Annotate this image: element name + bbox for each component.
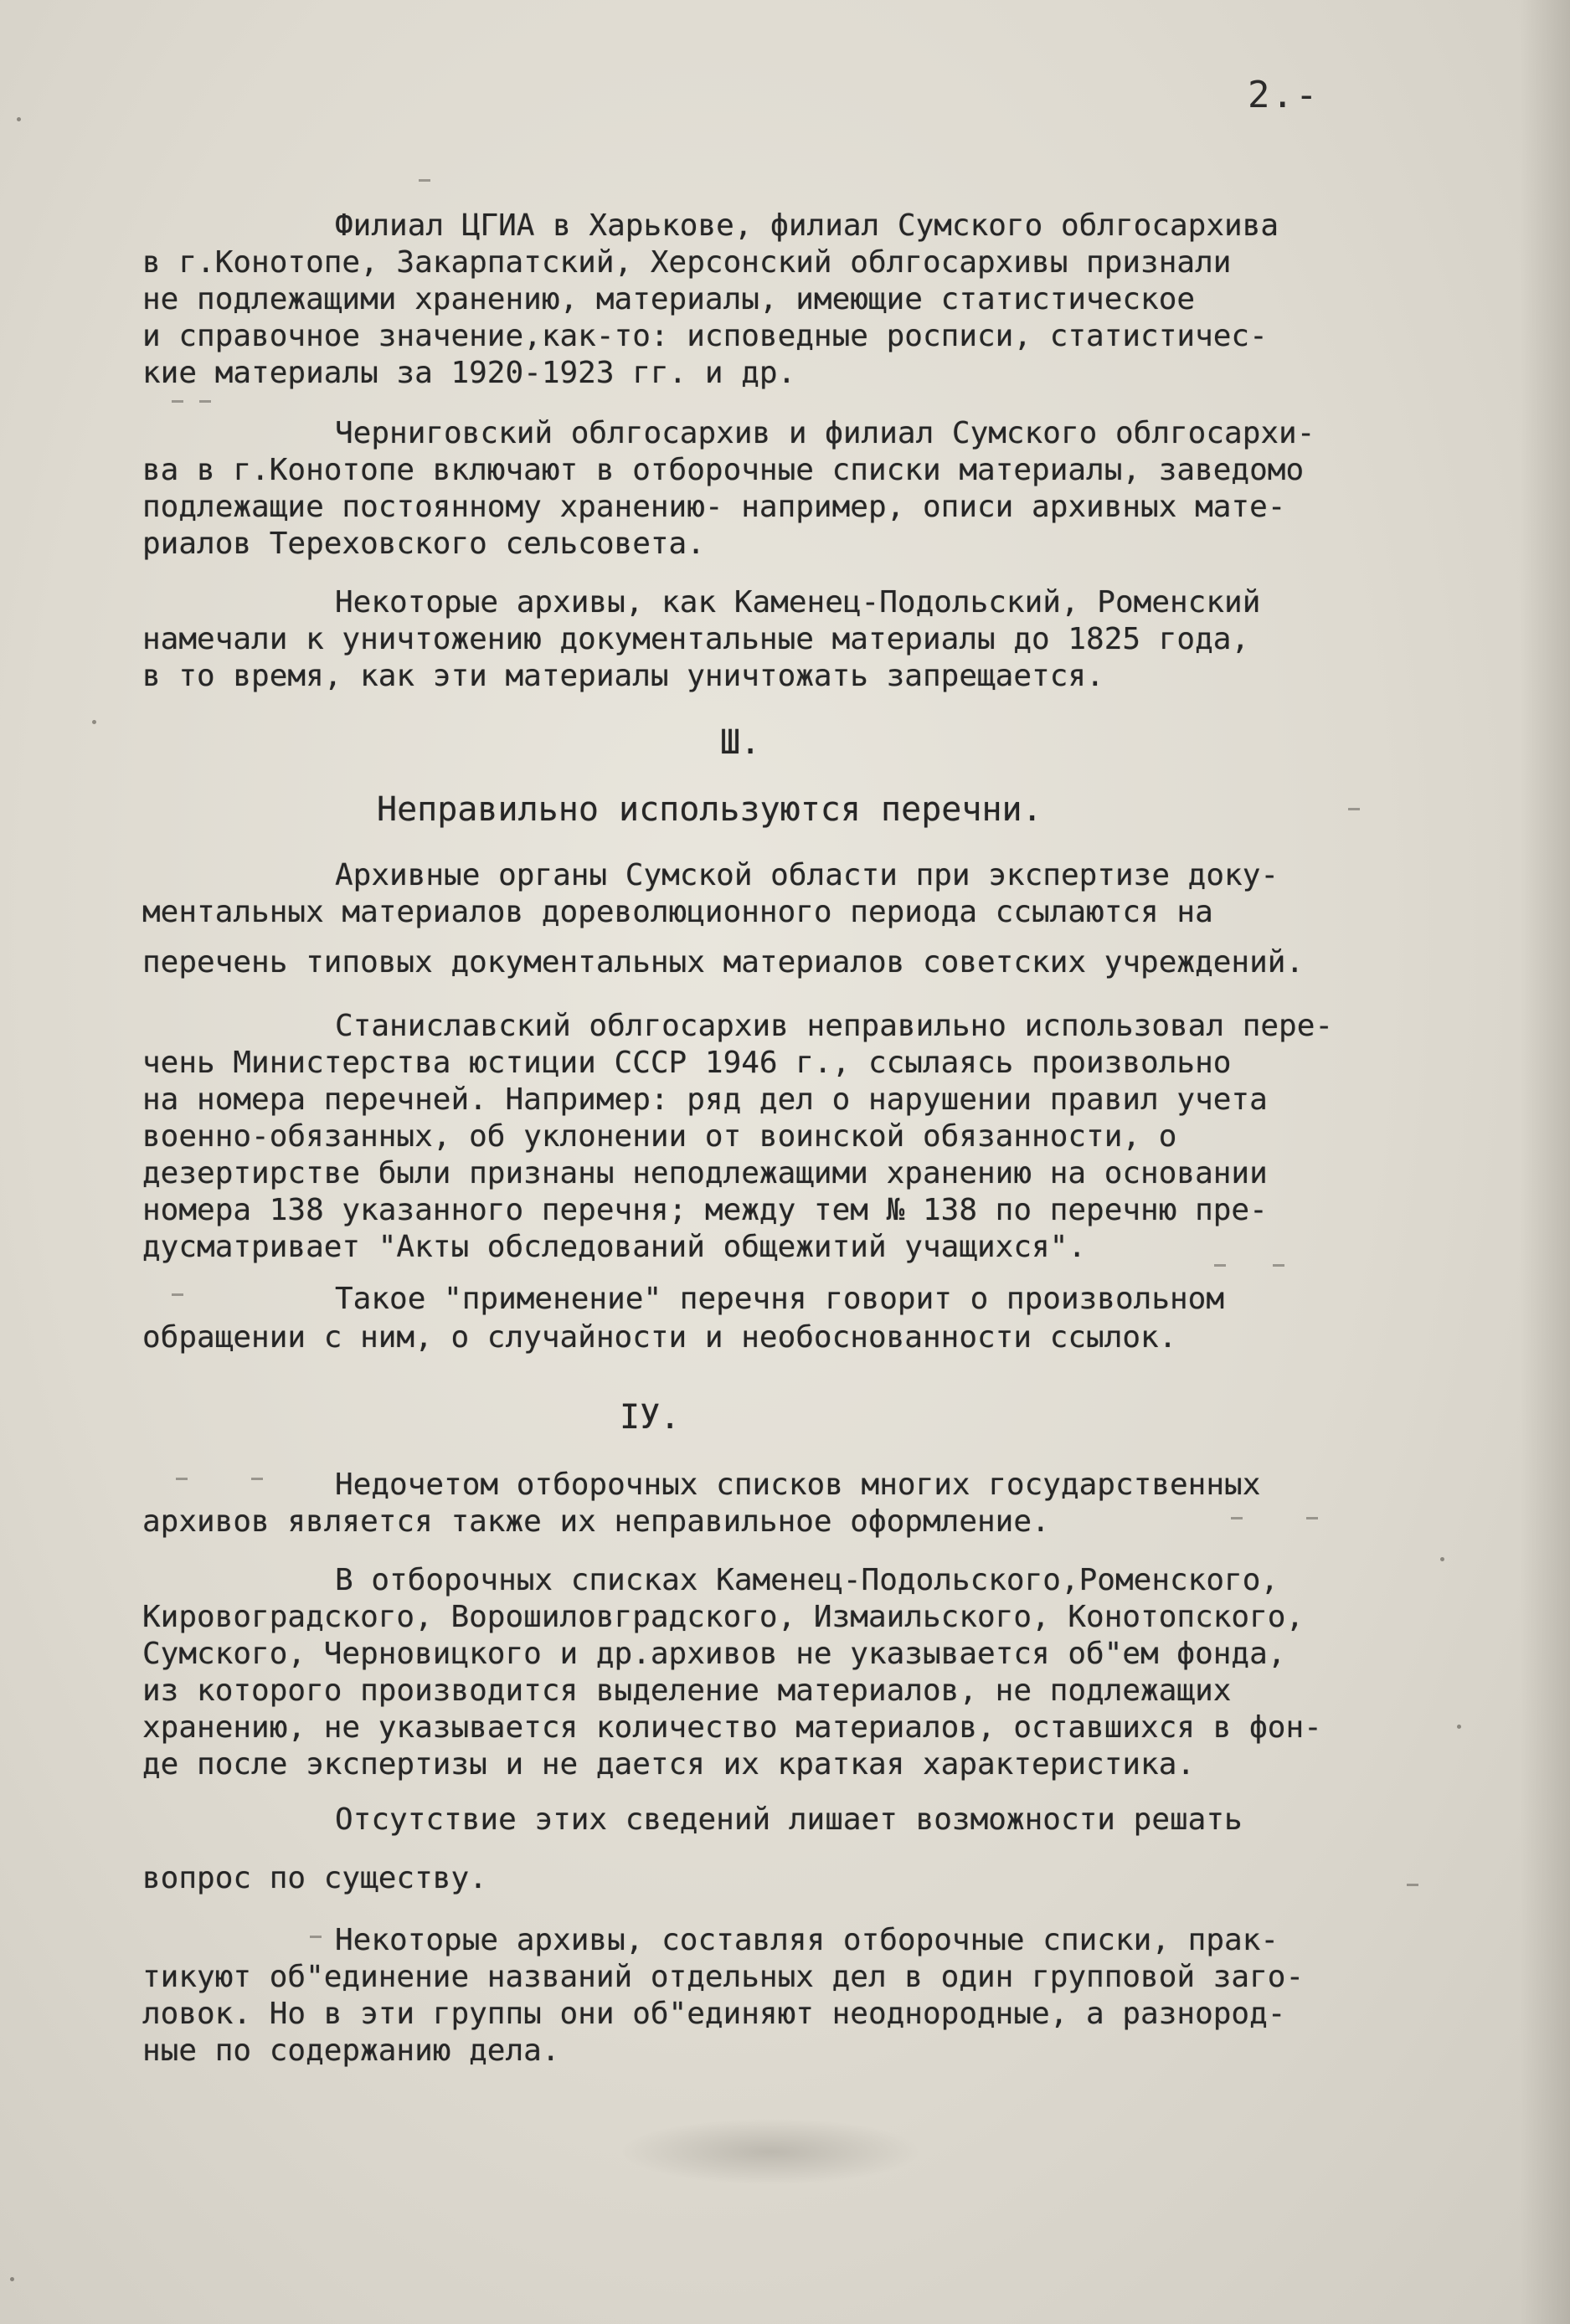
- text-line: в то время, как эти материалы уничтожать запрещается.: [142, 659, 1104, 693]
- text-line: ловок. Но в эти группы они об"единяют неоднородные, а разнород-: [142, 1997, 1286, 2031]
- text-line: вопрос по существу.: [142, 1861, 487, 1895]
- text-line: Отсутствие этих сведений лишает возможности решать: [335, 1802, 1243, 1837]
- section-heading: Неправильно используются перечни.: [377, 790, 1042, 829]
- typewriter-smudge: [310, 1936, 322, 1938]
- typewriter-smudge: [419, 179, 430, 182]
- typewriter-smudge: [1214, 1264, 1226, 1267]
- text-line: Черниговский облгосархив и филиал Сумского облгосархи-: [335, 416, 1315, 450]
- text-line: и справочное значение,как-то: исповедные росписи, статистичес-: [142, 319, 1268, 353]
- text-line: ва в г.Конотопе включают в отборочные списки материалы, заведомо: [142, 453, 1305, 487]
- text-line: военно-обязанных, об уклонении от воинской обязанности, о: [142, 1119, 1177, 1154]
- text-line: В отборочных списках Каменец-Подольского,Роменского,: [335, 1563, 1279, 1597]
- typewriter-smudge: [172, 1293, 183, 1296]
- typewriter-smudge: [176, 1478, 188, 1480]
- text-line: из которого производится выделение материалов, не подлежащих: [142, 1674, 1232, 1708]
- text-line: тикуют об"единение названий отдельных дел в один групповой заго-: [142, 1960, 1305, 1994]
- typewriter-smudge: [1306, 1517, 1318, 1519]
- text-line: Недочетом отборочных списков многих государственных: [335, 1468, 1261, 1502]
- text-line: Сумского, Черновицкого и др.архивов не указывается об"ем фонда,: [142, 1637, 1286, 1671]
- paper-speck: [1457, 1725, 1461, 1729]
- text-line: ные по содержанию дела.: [142, 2034, 560, 2068]
- text-line: Филиал ЦГИА в Харькове, филиал Сумского облгосархива: [335, 208, 1279, 243]
- text-line: дусматривает "Акты обследований общежитий учащихся".: [142, 1230, 1087, 1264]
- text-line: на номера перечней. Например: ряд дел о нарушении правил учета: [142, 1082, 1268, 1117]
- text-line: ментальных материалов дореволюционного периода ссылаются на: [142, 895, 1213, 929]
- text-line: Архивные органы Сумской области при экспертизе доку-: [335, 858, 1279, 892]
- text-line: Некоторые архивы, как Каменец-Подольский, Роменский: [335, 585, 1261, 620]
- section-numeral: IУ.: [620, 1398, 681, 1437]
- paper-speck: [1440, 1557, 1444, 1561]
- page-number: 2.-: [1248, 74, 1320, 116]
- text-line: кие материалы за 1920-1923 гг. и др.: [142, 356, 796, 390]
- paper-speck: [10, 2277, 14, 2281]
- typewriter-smudge: [172, 400, 183, 403]
- text-line: в г.Конотопе, Закарпатский, Херсонский облгосархивы признали: [142, 245, 1232, 280]
- text-line: намечали к уничтожению документальные материалы до 1825 года,: [142, 622, 1250, 656]
- section-numeral: Ш.: [720, 723, 761, 762]
- faded-stamp-mark: [620, 2118, 921, 2185]
- text-line: Некоторые архивы, составляя отборочные списки, прак-: [335, 1923, 1279, 1957]
- text-line: Кировоградского, Ворошиловградского, Измаильского, Конотопского,: [142, 1600, 1305, 1634]
- paper-speck: [92, 720, 96, 724]
- text-line: подлежащие постоянному хранению- например, описи архивных мате-: [142, 490, 1286, 524]
- text-line: дезертирстве были признаны неподлежащими хранению на основании: [142, 1156, 1268, 1190]
- typewriter-smudge: [199, 400, 211, 403]
- text-line: Станиславский облгосархив неправильно использовал пере-: [335, 1009, 1334, 1043]
- typewriter-smudge: [1273, 1264, 1284, 1267]
- text-line: де после экспертизы и не дается их краткая характеристика.: [142, 1747, 1196, 1782]
- typewriter-smudge: [1407, 1884, 1418, 1886]
- paper-speck: [17, 117, 21, 121]
- text-line: хранению, не указывается количество материалов, оставшихся в фон-: [142, 1710, 1322, 1745]
- typewriter-smudge: [251, 1478, 263, 1480]
- typewriter-smudge: [1348, 808, 1360, 810]
- text-line: перечень типовых документальных материалов советских учреждений.: [142, 945, 1305, 979]
- text-line: риалов Тереховского сельсовета.: [142, 527, 705, 561]
- page-edge-shadow: [1520, 0, 1570, 2324]
- text-line: архивов является также их неправильное оформление.: [142, 1504, 1050, 1539]
- text-line: Такое "применение" перечня говорит о произвольном: [335, 1282, 1225, 1316]
- text-line: чень Министерства юстиции СССР 1946 г., ссылаясь произвольно: [142, 1046, 1232, 1080]
- text-line: обращении с ним, о случайности и необоснованности ссылок.: [142, 1320, 1177, 1355]
- typewriter-smudge: [1231, 1517, 1243, 1519]
- text-line: не подлежащими хранению, материалы, имеющие статистическое: [142, 282, 1196, 316]
- text-line: номера 138 указанного перечня; между тем № 138 по перечню пре-: [142, 1193, 1268, 1227]
